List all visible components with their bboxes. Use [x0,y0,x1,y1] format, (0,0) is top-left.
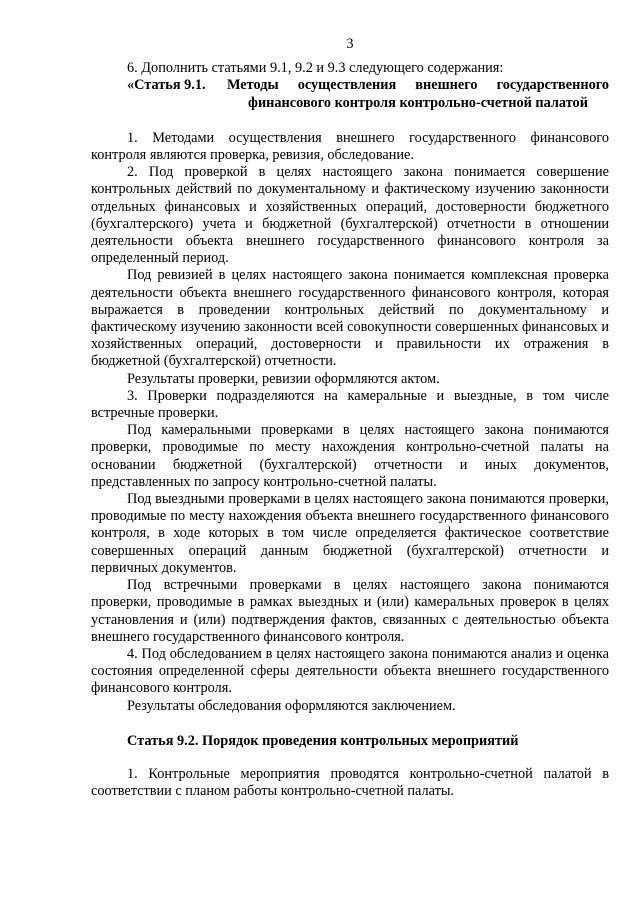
article-9-1-number: «Статья 9.1. [127,77,206,94]
page-number: 3 [346,36,354,52]
paragraph: 4. Под обследованием в целях настоящего закона понимаются анализ и оценка состояния определенной сферы деятельности объекта внешнего государственного финансового контроля. [91,645,609,697]
spacer [91,750,609,766]
spacer [91,715,609,733]
paragraph: Результаты проверки, ревизии оформляются актом. [127,370,440,387]
article-9-2-body [91,766,609,800]
paragraph: Под выездными проверками в целях настоящего закона понимаются проверки, проводимые по месту нахождения объекта внешнего государственного финансового контроля, в ходе которых в том числе определяется фактическое соответствие совершенных операций данным бюджетной (бухгалтерской) отчетности и первичных документов. [91,491,609,576]
paragraph: Под камеральными проверками в целях настоящего закона понимаются проверки, проводимые по месту нахождения контрольно-счетной палаты на основании бюджетной (бухгалтерской) отчетности и иных документов, представленных по запросу контрольно-счетной палаты. [91,422,609,490]
article-9-1-heading [127,77,609,111]
paragraph: Под ревизией в целях настоящего закона понимается комплексная проверка деятельности объекта внешнего государственного финансового контроля, которая выражается в проведении контрольных действий по документальному и фактическому изучению законности всей совокупности совершенных финансовых и хозяйственных операций, достоверности и правильности их отражения в бюджетной (бухгалтерской) отчетности. [91,267,609,370]
paragraph: Под встречными проверками в целях настоящего закона понимаются проверки, проводимые в рамках выездных и (или) камеральных проверок в целях установления и (или) подтверждения фактов, связанных с деятельностью объекта внешнего государственного финансового контроля. [91,577,609,645]
paragraph: 1. Методами осуществления внешнего государственного финансового контроля являются проверка, ревизия, обследование. [91,129,609,164]
paragraph: 2. Под проверкой в целях настоящего закона понимается совершение контрольных действий по документальному и фактическому изучению законности отдельных финансовых и хозяйственных операций, достоверности бюджетного (бухгалтерского) учета и бюджетной (бухгалтерской) отчетности в отношении деятельности объекта внешнего государственного финансового контроля за определенный период. [91,164,609,267]
article-9-1-title: Методы осуществления внешнего государственного финансового контроля контрольно-счетной палатой [227,77,609,111]
paragraph: Результаты обследования оформляются заключением. [127,697,456,714]
intro-paragraph: 6. Дополнить статьями 9.1, 9.2 и 9.3 следующего содержания: [127,60,504,77]
document-page [91,36,609,800]
article-9-1-body [91,130,609,715]
article-9-2-heading: Статья 9.2. Порядок проведения контрольных мероприятий [127,732,519,749]
spacer [91,112,609,130]
paragraph: 1. Контрольные мероприятия проводятся контрольно-счетной палатой в соответствии с планом работы контрольно-счетной палаты. [91,765,609,800]
paragraph: 3. Проверки подразделяются на камеральные и выездные, в том числе встречные проверки. [91,387,609,422]
